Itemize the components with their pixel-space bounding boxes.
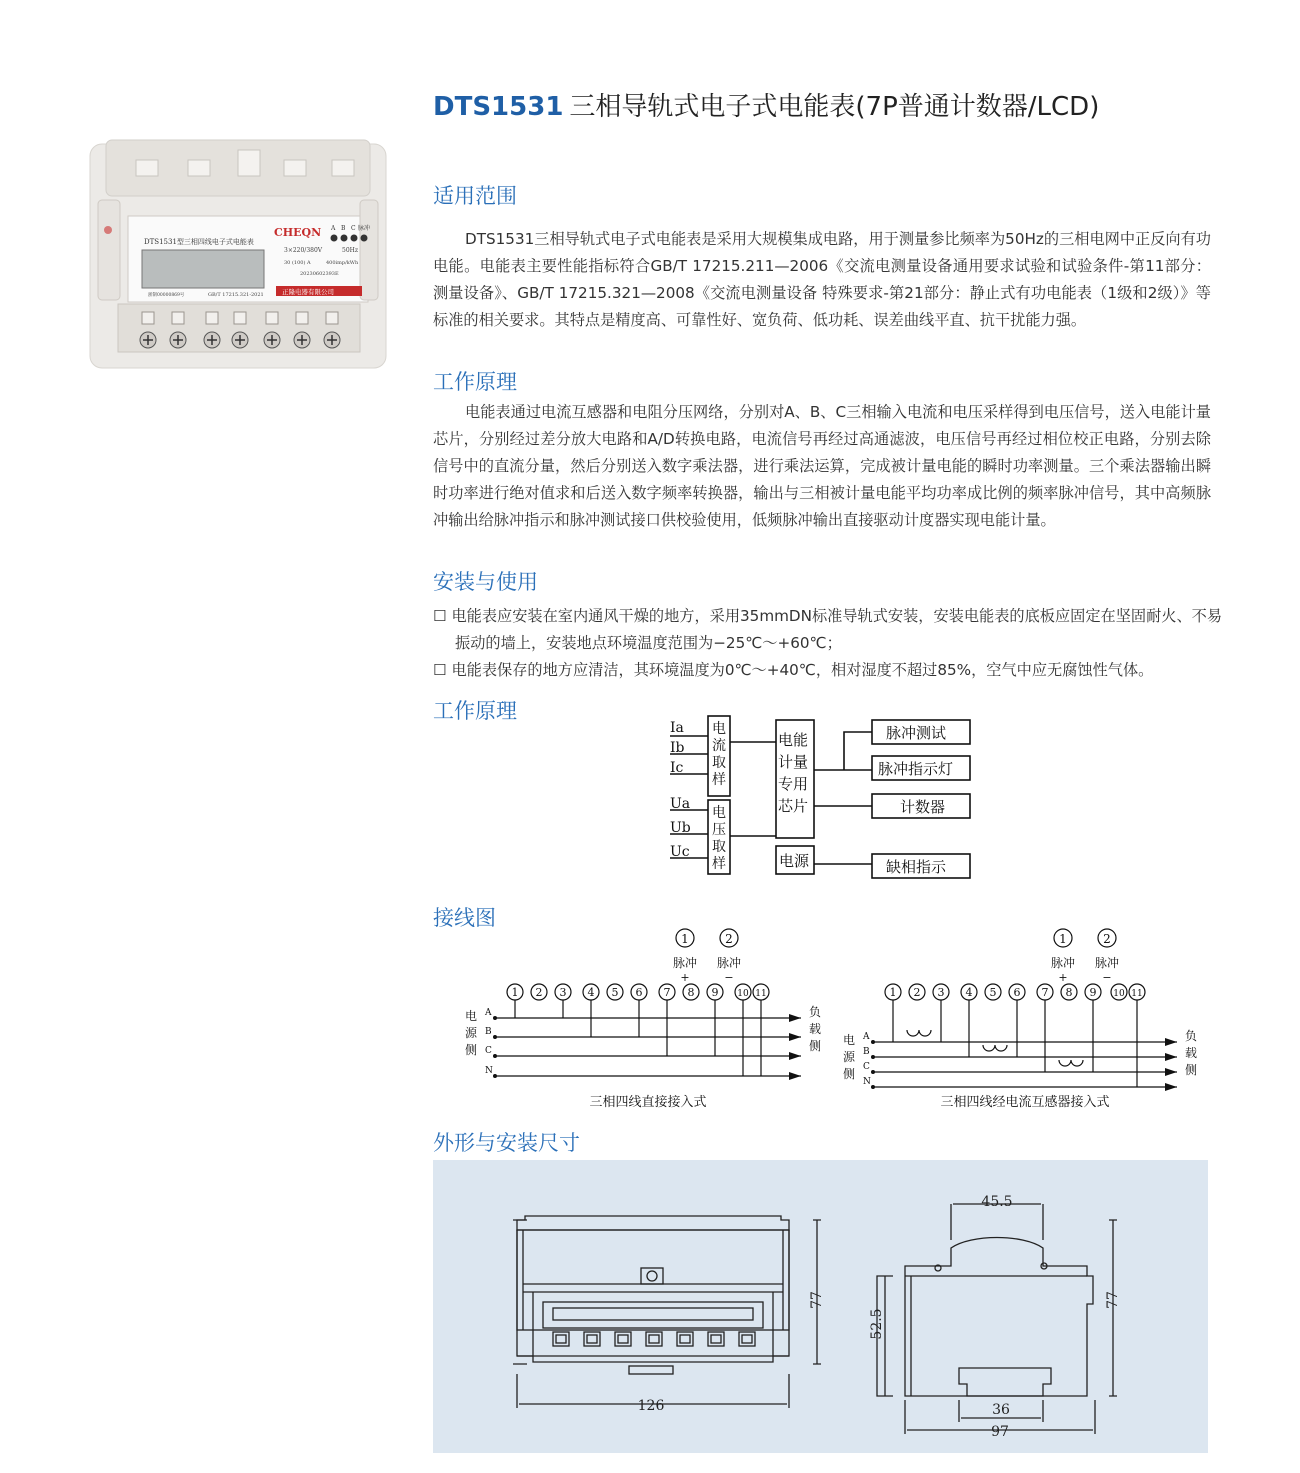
wiring-left-phase-N: N [485,1066,493,1076]
block-diagram [660,712,980,884]
wiring-left-caption: 三相四线直接接入式 [589,1095,707,1110]
wiring-left-pulse-sign-2: − [724,971,734,984]
light-label-pulse: 脉冲 [358,225,371,232]
wiring-left-phase-C: C [485,1046,492,1056]
wiring-right-phase-A: A [863,1032,870,1042]
svg-text:电能: 电能 [778,731,809,749]
output-pulse-light: 脉冲指示灯 [878,760,954,778]
wiring-left-source-char-1: 源 [465,1026,478,1040]
product-constant: 400imp/kWh [326,260,359,266]
wiring-left-terminal-num-11: 11 [755,989,767,999]
wiring-right-pulse-label-1: 脉冲 [1050,956,1076,970]
product-image [88,140,388,372]
input-uc: Uc [670,844,690,860]
product-serial: 20230602393E [300,271,339,277]
wiring-left-terminal-num-7: 7 [663,986,671,999]
wiring-right-pulse-sign-2: − [1102,971,1112,984]
wiring-right-terminal-num-1: 1 [889,986,897,999]
input-ia: Ia [670,720,684,736]
wiring-left-pulse-num-1: 1 [681,932,689,946]
wiring-left-terminal-num-3: 3 [559,986,567,999]
wiring-right-source-char-2: 侧 [843,1067,856,1081]
product-maker: 正隆电器有限公司 [282,288,334,296]
wiring-left-terminal-num-6: 6 [635,986,643,999]
wiring-right-terminal-num-3: 3 [937,986,945,999]
dim-side-height: 77 [1105,1291,1121,1309]
svg-text:芯片: 芯片 [778,797,809,815]
wiring-right-pulse-label-2: 脉冲 [1094,956,1120,970]
section-heading-scope: 适用范围 [433,184,517,208]
wiring-right-pulse-sign-1: + [1058,971,1068,984]
current-sample-label [712,720,726,788]
principle-text: 电能表通过电流互感器和电阻分压网络，分别对A、B、C三相输入电流和电压采样得到电压信号，送入电能计量芯片，分别经过差分放大电路和A/D转换电路，电流信号再经过高通滤波，电压信号再经过相位校正电路，分别去除信号中的直流分量，然后分别送入数字乘法器，进行乘法运算，完成被计量电能的瞬时功率测量。三个乘法器输出瞬时功率进行绝对值求和后送入数字频率转换器，输出与三相被计量电能平均功率成比例的频率脉冲信号，其中高频脉冲输出给脉冲指示和脉冲测试接口供校验使用，低频脉冲输出直接驱动计度器实现电能计量。 [433,403,1211,529]
light-label-c: C [351,225,356,232]
wiring-left-terminal-num-4: 4 [587,986,595,999]
wiring-right-phase-C: C [863,1062,870,1072]
brand-logo: CHEQN [274,226,322,239]
voltage-sample-label [712,804,726,872]
output-pulse-test: 脉冲测试 [886,724,947,742]
svg-text:电流取样: 电流取样 [712,721,726,788]
wiring-left-pulse-num-2: 2 [725,932,733,946]
input-ic: Ic [670,760,684,776]
product-rating: 3×220/380V [284,247,323,254]
product-freq: 50Hz [342,247,359,254]
wiring-right-pulse-num-2: 2 [1103,932,1111,946]
dim-front-width: 126 [637,1398,665,1414]
wiring-left-pulse-sign-1: + [680,971,690,984]
install-item-2: ☐ 电能表保存的地方应清洁，其环境温度为0℃～+40℃，相对湿度不超过85%，空气中应无腐蚀性气体。 [433,661,1154,679]
dim-front-height: 77 [809,1291,825,1309]
product-model-label: DTS1531型三相四线电子式电能表 [144,238,254,246]
input-ib: Ib [670,740,685,756]
input-ub: Ub [670,820,691,836]
install-item-1: ☐ 电能表应安装在室内通风干燥的地方，采用35mmDN标准导轨式安装，安装电能表的底板应固定在坚固耐火、不易振动的墙上，安装地点环境温度范围为−25℃～+60℃； [433,607,1223,652]
wiring-right-phase-B: B [863,1047,870,1057]
wiring-left-terminal-num-10: 10 [737,989,749,999]
output-counter: 计数器 [900,798,946,816]
output-phase-loss: 缺相指示 [886,858,947,876]
wiring-right-source-char-1: 源 [843,1050,856,1064]
wiring-right-caption: 三相四线经电流互感器接入式 [940,1095,1110,1110]
product-standard: GB/T 17215.321-2021 [208,292,264,298]
wiring-left-phase-A: A [485,1008,492,1018]
install-list [433,603,1223,684]
wiring-right-terminal-num-7: 7 [1041,986,1049,999]
wiring-left-phase-B: B [485,1027,492,1037]
wiring-left-terminal-num-8: 8 [687,986,695,999]
wiring-left-load-char-1: 载 [809,1022,822,1036]
wiring-right-pulse-num-1: 1 [1059,932,1067,946]
svg-text:计量: 计量 [778,753,809,771]
wiring-right-terminal-num-6: 6 [1013,986,1021,999]
section-heading-principle-diagram: 工作原理 [433,699,517,723]
wiring-right-terminal-num-2: 2 [913,986,921,999]
svg-text:专用: 专用 [778,775,809,793]
wiring-right-phase-N: N [863,1077,871,1087]
power-label: 电源 [779,852,810,870]
chip-label [778,731,808,815]
input-ua: Ua [670,796,691,812]
wiring-left-terminal-num-5: 5 [611,986,619,999]
dim-side-rail: 52.5 [869,1308,885,1340]
wiring-left-terminal-num-1: 1 [511,986,519,999]
wiring-right-terminal-num-4: 4 [965,986,973,999]
wiring-left-terminal-num-2: 2 [535,986,543,999]
page-title [433,86,1099,123]
wiring-right-terminal-num-5: 5 [989,986,997,999]
wiring-left-load-char-2: 侧 [809,1039,822,1053]
dims-drawing [433,1160,1208,1453]
dim-side-top: 45.5 [981,1194,1013,1210]
svg-text:电压取样: 电压取样 [712,805,726,872]
wiring-left-source-char-0: 电 [465,1009,478,1023]
wiring-diagrams [455,920,1198,1115]
wiring-left-pulse-label-1: 脉冲 [672,956,698,970]
dim-side-width: 97 [991,1424,1009,1440]
section-heading-dims: 外形与安装尺寸 [433,1131,580,1155]
wiring-right-terminal-num-11: 11 [1131,989,1143,999]
product-cert: 浙制00000869号 [148,293,185,298]
section-heading-install: 安装与使用 [433,570,538,594]
light-label-a: A [331,225,336,232]
wiring-left-pulse-label-2: 脉冲 [716,956,742,970]
wiring-right-load-char-2: 侧 [1185,1063,1198,1077]
scope-text: DTS1531三相导轨式电子式电能表是采用大规模集成电路，用于测量参比频率为50Hz的三相电网中正反向有功电能。电能表主要性能指标符合GB/T 17215.211—2006《交流电测量设备通用要求试验和试验条件-第11部分：测量设备》、GB/T 17215.321—2008《交流电测量设备 特殊要求-第21部分：静止式有功电能表（1级和2级）》等标准的相关要求。其特点是精度高、可靠性好、宽负荷、低功耗、误差曲线平直、抗干扰能力强。 [433,230,1211,329]
wiring-right-load-char-1: 载 [1185,1046,1198,1060]
wiring-right-terminal-num-8: 8 [1065,986,1073,999]
product-name: 三相导轨式电子式电能表(7P普通计数器/LCD) [569,92,1100,122]
wiring-right-source-char-0: 电 [843,1033,856,1047]
wiring-left-terminal-num-9: 9 [711,986,719,999]
light-label-b: B [341,225,346,232]
model-number: DTS1531 [433,92,564,122]
wiring-left-source-char-2: 侧 [465,1043,478,1057]
dim-side-slot: 36 [992,1402,1010,1418]
wiring-left-load-char-0: 负 [809,1005,822,1019]
section-heading-principle: 工作原理 [433,370,517,394]
section-heading-wiring: 接线图 [433,906,496,930]
wiring-right-terminal-num-10: 10 [1113,989,1125,999]
wiring-right-load-char-0: 负 [1185,1029,1198,1043]
product-current: 30 (100) A [284,260,311,266]
wiring-right-terminal-num-9: 9 [1089,986,1097,999]
